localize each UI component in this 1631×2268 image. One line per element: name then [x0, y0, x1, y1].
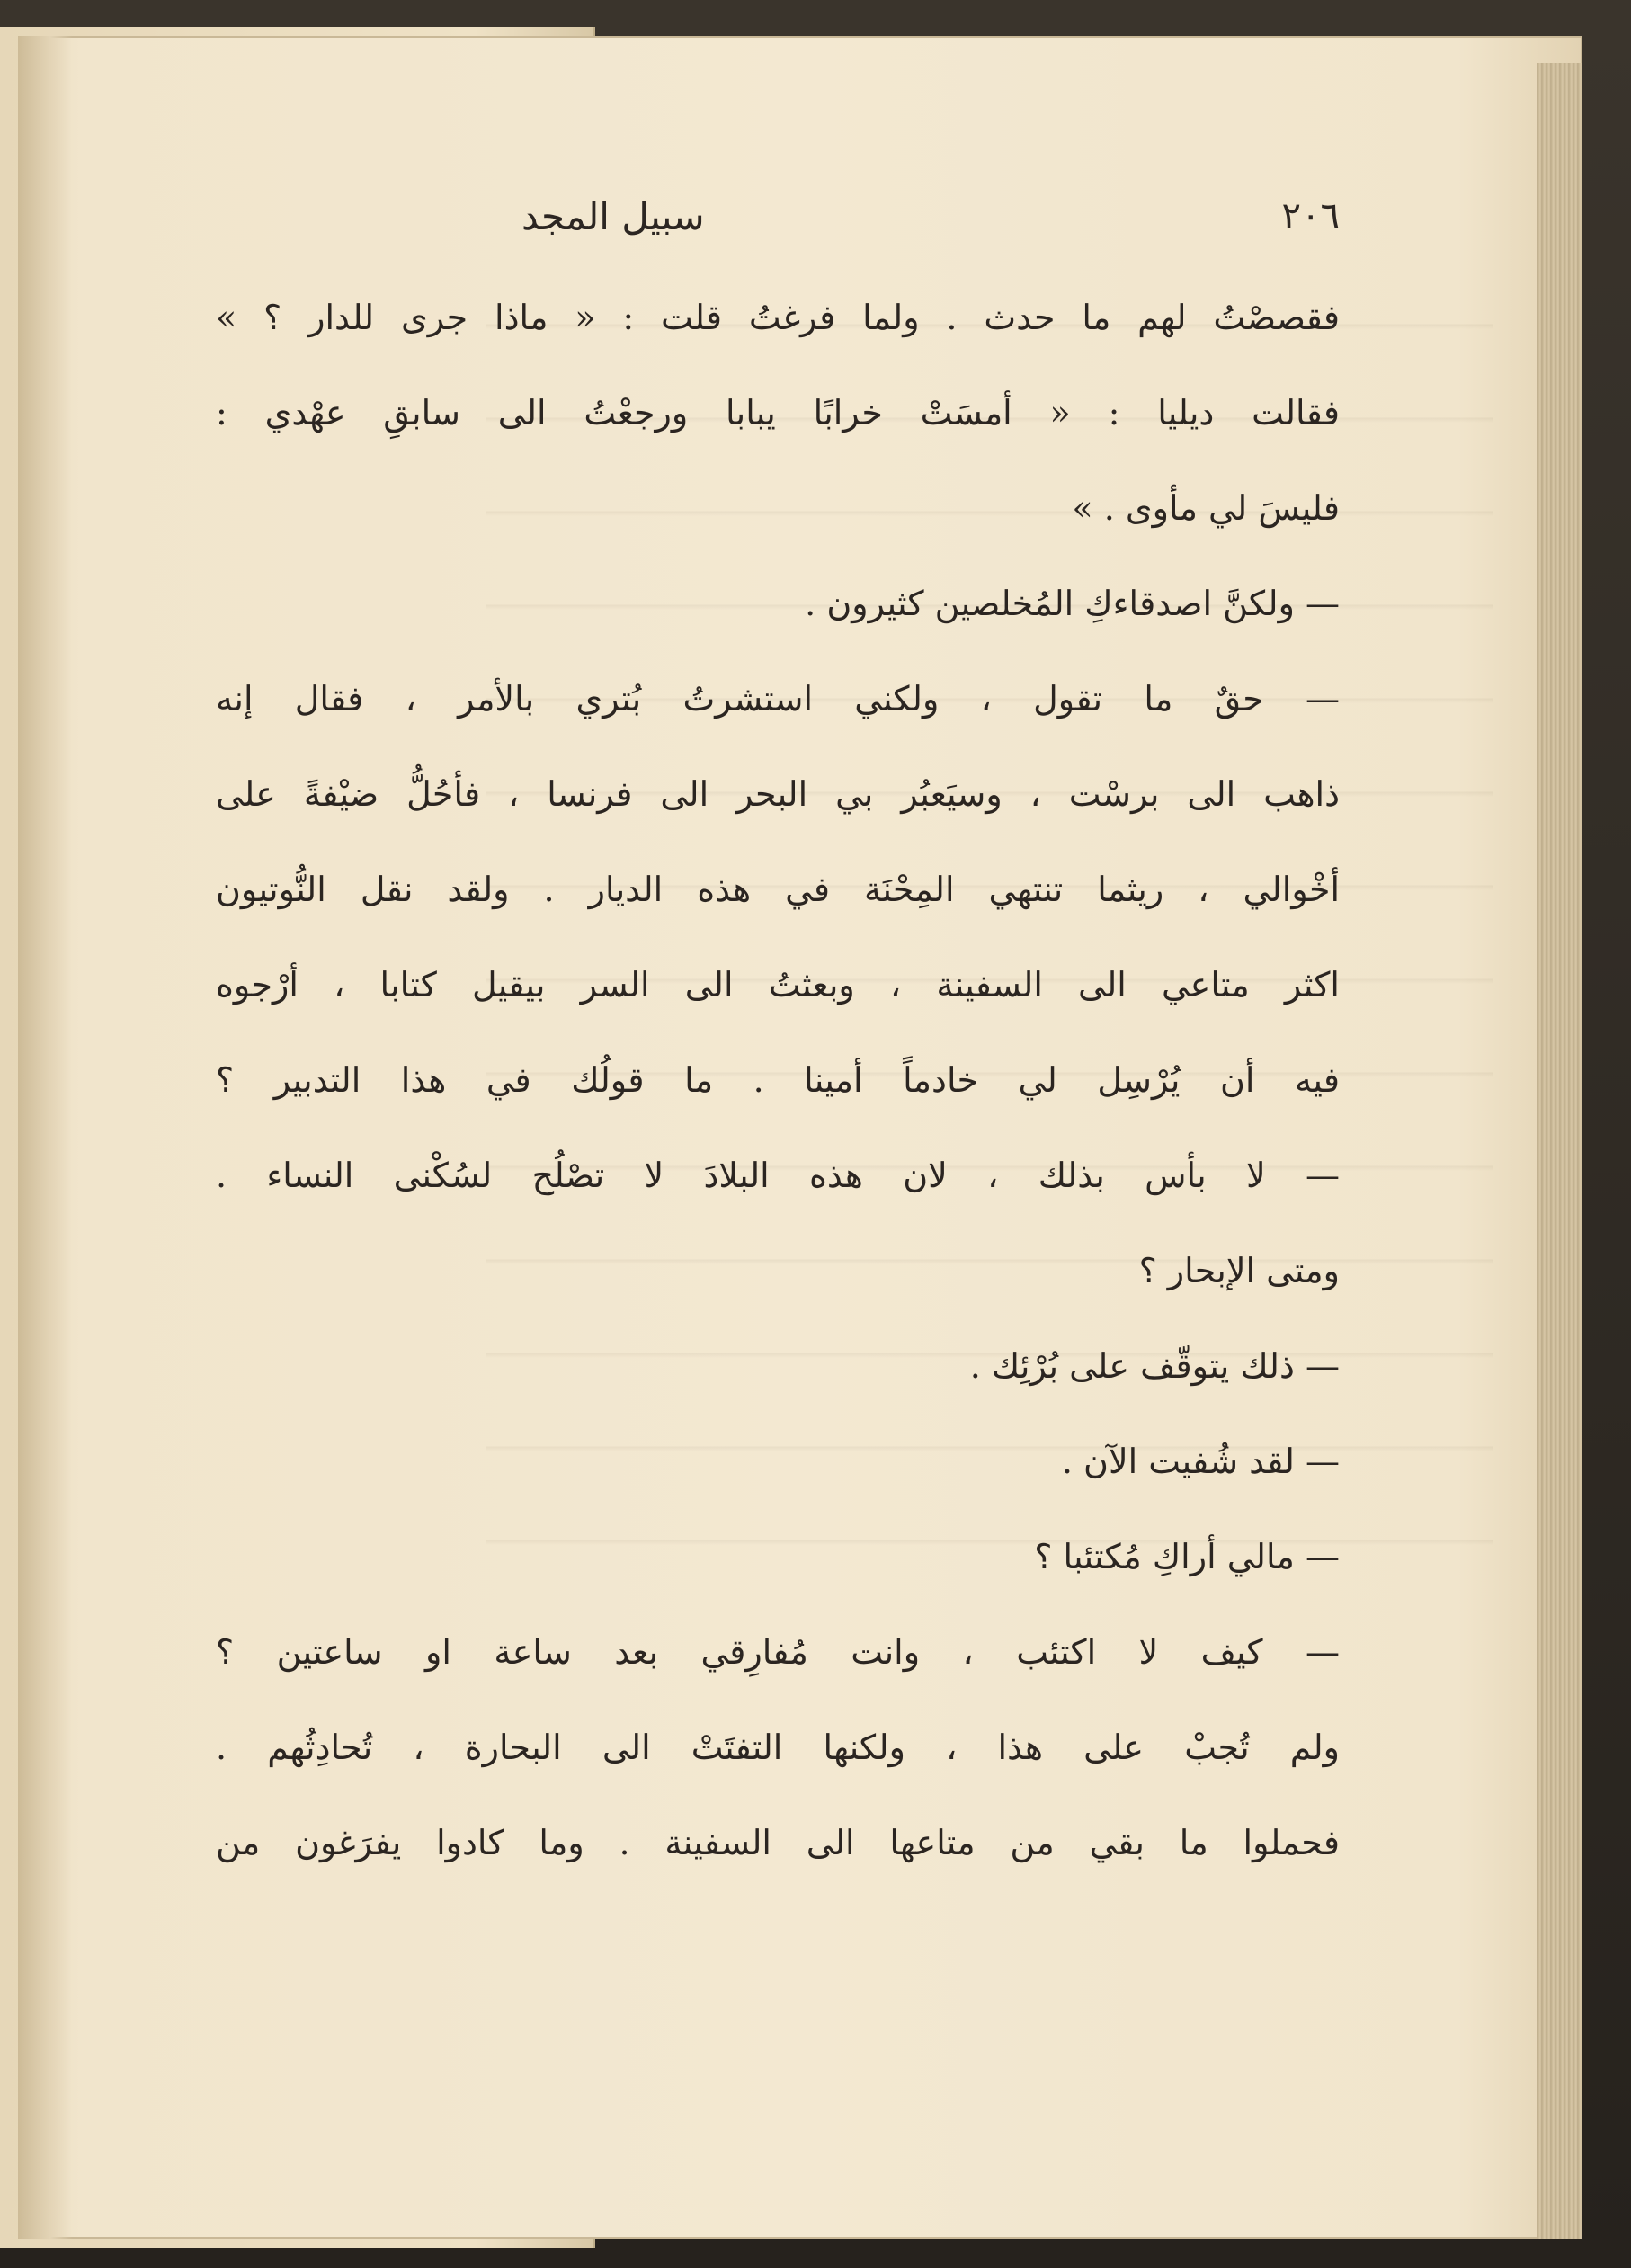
text-line: أخْوالي ، ريثما تنتهي المِحْنَة في هذه الديار . ولقد نقل النُّوتيون: [216, 870, 1340, 909]
body-text: [216, 270, 1340, 1890]
running-title: سبيل المجد: [521, 193, 705, 238]
page-number: ٢٠٦: [1281, 195, 1340, 237]
text-line: — حقٌ ما تقول ، ولكني استشرتُ بُتري بالأمر ، فقال إنه: [216, 679, 1340, 719]
text-line: فليسَ لي مأوى . »: [1072, 488, 1340, 528]
page-header: [216, 184, 1340, 247]
text-line: ومتى الإبحار ؟: [1138, 1251, 1340, 1290]
page-gutter: [18, 36, 72, 2239]
text-line: — ولكنَّ اصدقاءكِ المُخلصين كثيرون .: [805, 584, 1340, 623]
text-line: فقصصْتُ لهم ما حدث . ولما فرغتُ قلت : « ماذا جرى للدار ؟ »: [216, 298, 1340, 337]
text-line: — لقد شُفيت الآن .: [1061, 1442, 1340, 1481]
text-line: ذاهب الى برسْت ، وسيَعبُر بي البحر الى فرنسا ، فأحُلُّ ضيْفةً على: [216, 774, 1340, 814]
text-line: فقالت ديليا : « أمسَتْ خرابًا يبابا ورجعْتُ الى سابقِ عهْدي :: [216, 393, 1340, 433]
page-stack-edge: [1537, 63, 1582, 2239]
text-line: اكثر متاعي الى السفينة ، وبعثتُ الى السر بيقيل كتابا ، أرْجوه: [216, 965, 1340, 1005]
text-line: — كيف لا اكتئب ، وانت مُفارِقي بعد ساعة او ساعتين ؟: [216, 1632, 1340, 1672]
text-line: — مالي أراكِ مُكتئبا ؟: [1034, 1537, 1340, 1576]
text-line: — لا بأس بذلك ، لان هذه البلادَ لا تصْلُح لسُكْنى النساء .: [216, 1156, 1340, 1195]
text-line: ولم تُجبْ على هذا ، ولكنها التفتَتْ الى البحارة ، تُحادِثُهم .: [216, 1728, 1340, 1767]
text-line: فيه أن يُرْسِل لي خادماً أمينا . ما قولُك في هذا التدبير ؟: [216, 1060, 1340, 1100]
text-line: — ذلك يتوقّف على بُرْئِك .: [969, 1346, 1340, 1386]
text-line: فحملوا ما بقي من متاعها الى السفينة . وما كادوا يفرَغون من: [216, 1823, 1340, 1862]
